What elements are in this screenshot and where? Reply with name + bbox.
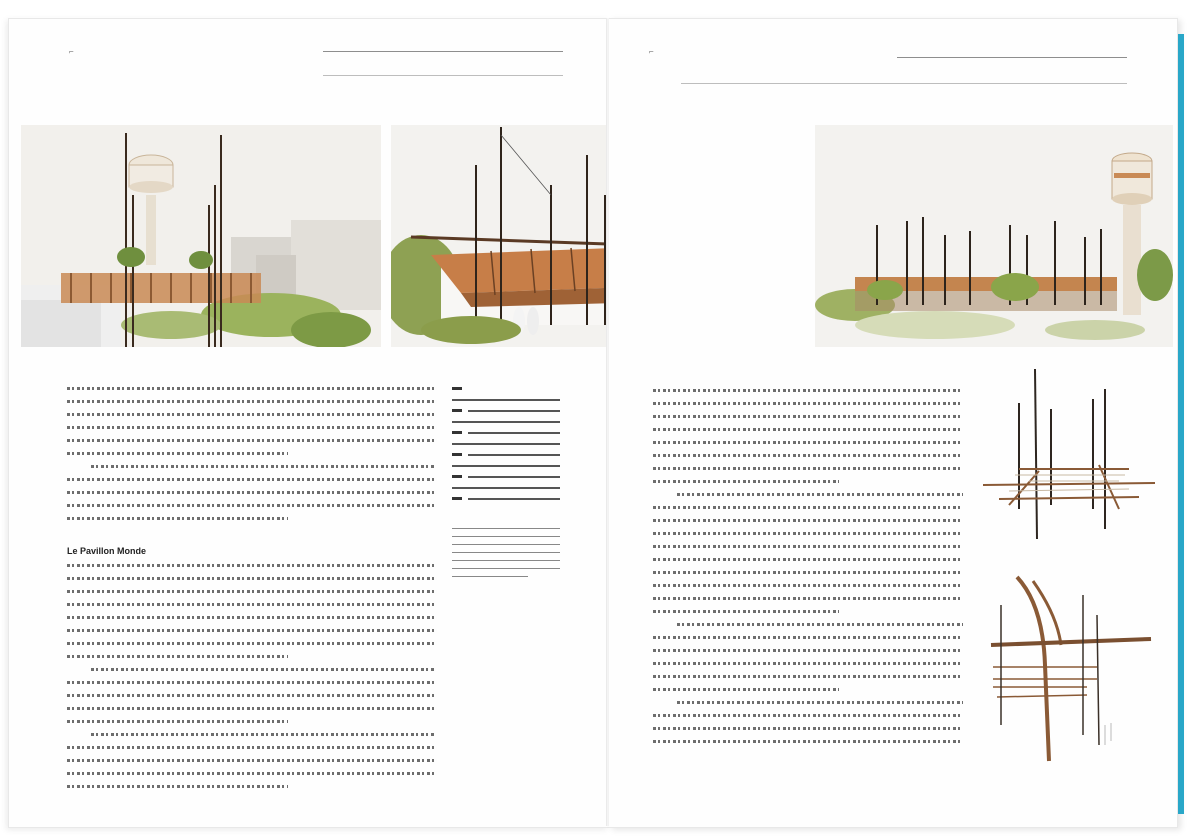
- right-body-text: [653, 389, 963, 753]
- section-subhead: Le Pavillon Monde: [67, 546, 147, 556]
- structure-axonometric-diagram: [979, 359, 1159, 559]
- structure-section-diagram: [987, 575, 1157, 775]
- left-body-text: [67, 387, 435, 798]
- caption-rule: [452, 528, 560, 529]
- right-running-head-rule: [897, 57, 1127, 58]
- left-page: [8, 18, 609, 828]
- left-notes-column: [452, 385, 560, 584]
- right-page: [609, 18, 1178, 828]
- left-folio: ⌐: [69, 47, 74, 56]
- left-running-head-rule: [323, 51, 563, 52]
- page-edge-accent: [1178, 34, 1184, 814]
- water-tower-walkway-render: [815, 125, 1173, 347]
- pergola-structure-render: [21, 125, 381, 347]
- left-header-rule: [323, 75, 563, 76]
- right-folio: ⌐: [649, 47, 654, 56]
- right-header-rule: [681, 83, 1127, 84]
